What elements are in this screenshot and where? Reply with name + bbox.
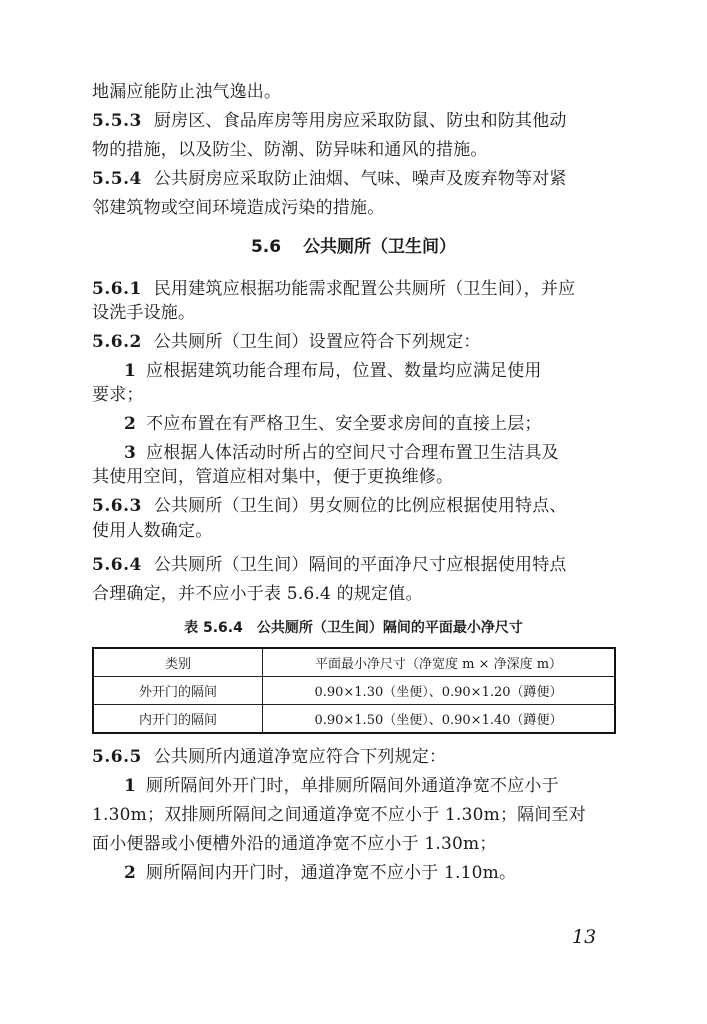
item-text: 应根据建筑功能合理布局，位置、数量均应满足使用 <box>146 361 542 381</box>
clause-number: 5.5.4 <box>92 169 142 189</box>
dimension-table <box>92 647 616 734</box>
text-line <box>92 831 620 857</box>
text: 1.30m；双排厕所隔间之间通道净宽不应小于 1.30m；隔间至对 <box>92 805 586 825</box>
text-line <box>92 802 620 828</box>
clause-text: 公共厨房应采取防止油烟、气味、噪声及废弃物等对紧 <box>153 169 567 189</box>
text-line <box>92 79 620 105</box>
clause-5-6-1 <box>92 276 620 302</box>
table-header: 类别 <box>93 648 263 677</box>
clause-5-5-4 <box>92 166 620 192</box>
clause-number: 5.6.5 <box>92 747 142 767</box>
text: 面小便器或小便槽外沿的通道净宽不应小于 1.30m； <box>92 834 497 854</box>
list-item-1 <box>124 358 620 384</box>
item-number: 1 <box>124 361 137 381</box>
clause-text: 公共厕所内通道净宽应符合下列规定： <box>153 747 447 767</box>
text: 合理确定，并不应小于表 5.6.4 的规定值。 <box>92 584 423 604</box>
item-number: 3 <box>124 443 137 463</box>
table-caption <box>0 618 707 638</box>
text: 地漏应能防止浊气逸出。 <box>92 82 282 102</box>
text: 要求； <box>92 385 144 405</box>
clause-number: 5.6.3 <box>92 496 142 516</box>
text-line <box>92 382 620 408</box>
text-line <box>92 300 620 326</box>
table-cell: 0.90×1.50（坐便）、0.90×1.40（蹲便） <box>263 705 616 734</box>
section-title: 公共厕所（卫生间） <box>303 237 457 257</box>
clause-5-6-2 <box>92 329 620 355</box>
section-heading <box>0 234 707 260</box>
text: 邻建筑物或空间环境造成污染的措施。 <box>92 198 385 218</box>
clause-text: 公共厕所（卫生间）男女厕位的比例应根据使用特点、 <box>153 496 567 516</box>
text-line <box>92 518 620 544</box>
item-text: 不应布置在有严格卫生、安全要求房间的直接上层； <box>146 414 542 434</box>
table-title: 公共厕所（卫生间）隔间的平面最小净尺寸 <box>256 620 523 636</box>
clause-5-6-4 <box>92 552 620 578</box>
clause-number: 5.6.1 <box>92 279 142 299</box>
table-cell: 外开门的隔间 <box>93 677 263 705</box>
text: 使用人数确定。 <box>92 521 213 541</box>
text-line <box>92 137 620 163</box>
text: 物的措施，以及防尘、防潮、防异味和通风的措施。 <box>92 140 488 160</box>
list-item-1 <box>124 773 620 799</box>
clause-5-6-5 <box>92 744 620 770</box>
section-number: 5.6 <box>250 237 282 257</box>
text-line <box>92 195 620 221</box>
clause-5-6-3 <box>92 493 620 519</box>
table-number: 表 5.6.4 <box>184 620 243 636</box>
text-line <box>92 464 620 490</box>
clause-text: 民用建筑应根据功能需求配置公共厕所（卫生间），并应 <box>153 279 576 299</box>
clause-5-5-3 <box>92 108 620 134</box>
table-cell: 0.90×1.30（坐便）、0.90×1.20（蹲便） <box>263 677 616 705</box>
table-row <box>93 705 615 734</box>
text: 其使用空间，管道应相对集中，便于更换维修。 <box>92 467 454 487</box>
table-cell: 内开门的隔间 <box>93 705 263 734</box>
item-number: 2 <box>124 414 137 434</box>
item-text: 厕所隔间外开门时，单排厕所隔间外通道净宽不应小于 <box>146 776 559 796</box>
table-header: 平面最小净尺寸（净宽度 m × 净深度 m） <box>263 648 616 677</box>
list-item-2 <box>124 860 620 886</box>
clause-text: 厨房区、食品库房等用房应采取防鼠、防虫和防其他动 <box>153 111 567 131</box>
clause-text: 公共厕所（卫生间）设置应符合下列规定： <box>153 332 481 352</box>
clause-number: 5.6.4 <box>92 555 142 575</box>
list-item-3 <box>124 440 620 466</box>
item-text: 厕所隔间内开门时，通道净宽不应小于 1.10m。 <box>146 863 517 883</box>
text-line <box>92 581 620 607</box>
clause-text: 公共厕所（卫生间）隔间的平面净尺寸应根据使用特点 <box>153 555 567 575</box>
text: 设洗手设施。 <box>92 303 196 323</box>
table-header-row <box>93 648 615 677</box>
item-number: 1 <box>124 776 137 796</box>
list-item-2 <box>124 411 620 437</box>
clause-number: 5.5.3 <box>92 111 142 131</box>
table-row <box>93 677 615 705</box>
clause-number: 5.6.2 <box>92 332 142 352</box>
item-text: 应根据人体活动时所占的空间尺寸合理布置卫生洁具及 <box>146 443 559 463</box>
item-number: 2 <box>124 863 137 883</box>
page-number: 13 <box>572 926 597 948</box>
